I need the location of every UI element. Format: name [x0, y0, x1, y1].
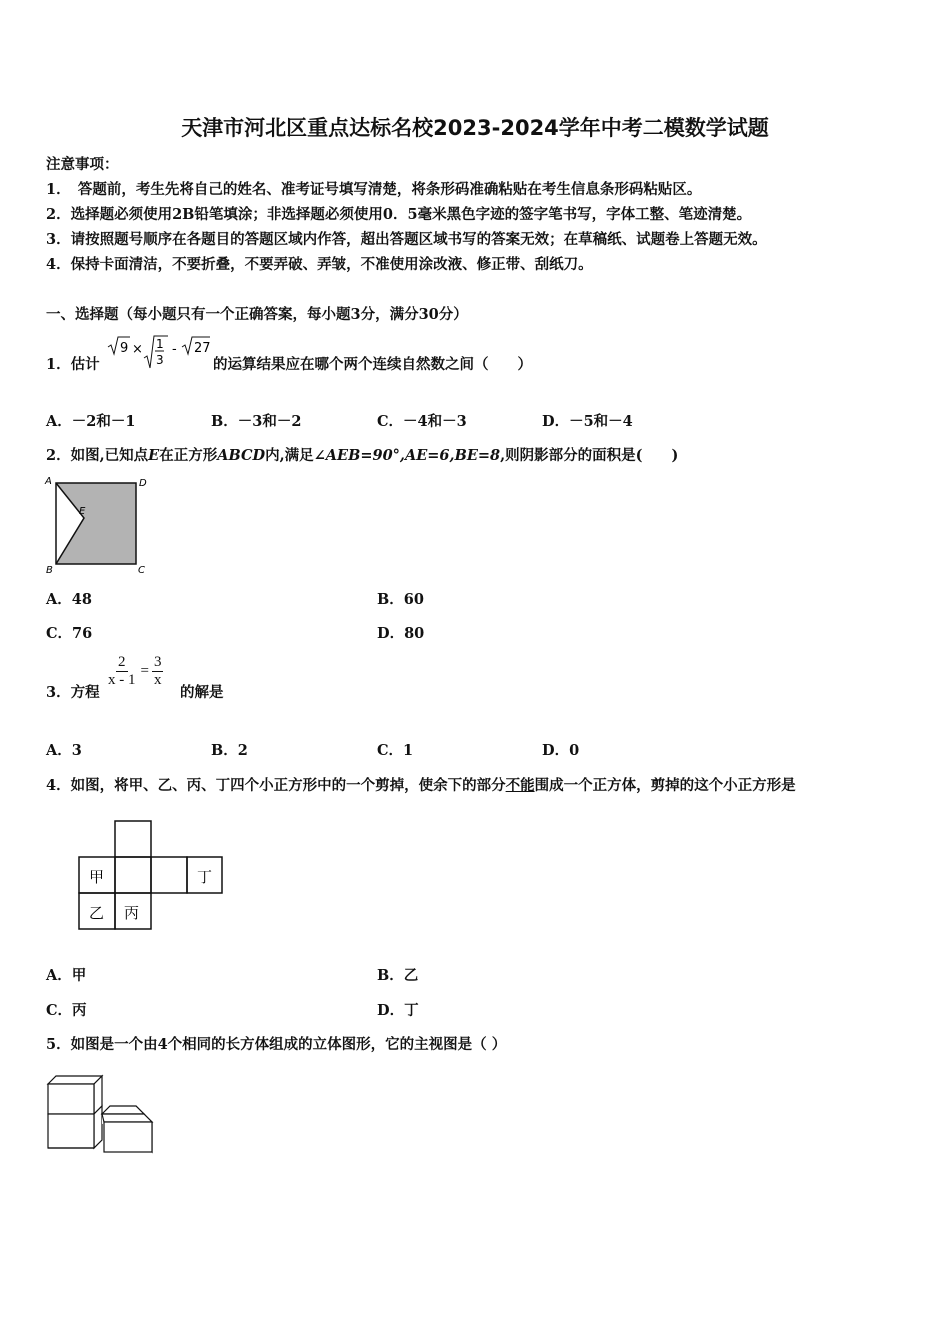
box-front-face	[104, 1122, 152, 1152]
q2-option-d[interactable]: D．80	[377, 625, 425, 642]
q4-suffix: 围成一个正方体，剪掉的这个小正方形是	[534, 777, 796, 794]
q1-minus: -	[172, 342, 177, 357]
cell-label-bing: 丙	[124, 904, 140, 922]
q3-num-right: 3	[153, 654, 162, 670]
q1-formula-svg	[106, 334, 214, 374]
q4-prefix: 4．如图，将甲、乙、丙、丁四个小正方形中的一个剪掉，使余下的部分	[46, 777, 506, 794]
label-d: D	[139, 478, 147, 489]
note-item-4: 4．保持卡面清洁，不要折叠，不要弄破、弄皱，不准使用涂改液、修正带、刮纸刀。	[46, 256, 593, 273]
q4-option-a[interactable]: A．甲	[46, 967, 87, 984]
label-e: E	[79, 506, 86, 517]
q4-stem	[46, 774, 796, 795]
q4-option-c[interactable]: C．丙	[46, 1002, 87, 1019]
net-cell-top	[115, 821, 151, 857]
box-top-face	[48, 1076, 102, 1084]
q3-num-left: 2	[118, 654, 126, 670]
q2-mid2: 内,满足∠	[265, 447, 326, 464]
cell-label-yi: 乙	[89, 904, 105, 922]
q2-mid1: 在正方形	[159, 447, 218, 464]
q3-option-d[interactable]: D．0	[542, 742, 580, 759]
q2-stem	[46, 444, 678, 465]
net-cell-middle-2	[151, 857, 187, 893]
q3-option-b[interactable]: B．2	[211, 742, 248, 759]
page-title: 天津市河北区重点达标名校2023-2024学年中考二模数学试题	[181, 116, 769, 140]
note-item-1: 1． 答题前，考生先将自己的姓名、准考证号填写清楚，将条形码准确粘贴在考生信息条形码粘贴区。	[46, 181, 702, 198]
q2-option-b[interactable]: B．60	[377, 591, 424, 608]
q2-option-a[interactable]: A．48	[46, 591, 92, 608]
q1-option-b[interactable]: B．－3和－2	[211, 413, 302, 430]
box-front-face	[48, 1114, 94, 1148]
q3-option-a[interactable]: A．3	[46, 742, 82, 759]
q5-solid-figure	[44, 1072, 156, 1158]
label-b: B	[46, 565, 53, 576]
box-top-face	[102, 1114, 152, 1122]
net-cell-middle-1	[115, 857, 151, 893]
q2-condition: AEB=90°,AE=6,BE=8	[325, 447, 501, 464]
notes-heading: 注意事项：	[46, 156, 119, 173]
q3-equals: =	[140, 663, 149, 679]
q1-radicand-1: 9	[120, 341, 129, 356]
q3-fraction-right	[152, 654, 164, 689]
q2-option-c[interactable]: C．76	[46, 625, 93, 642]
q1-option-c[interactable]: C．－4和－3	[377, 413, 467, 430]
q5-stem: 5．如图是一个由4个相同的长方体组成的立体图形，它的主视图是（ ）	[46, 1036, 507, 1053]
note-item-3: 3．请按照题号顺序在各题目的答题区域内作答，超出答题区域书写的答案无效；在草稿纸、试题卷上答题无效。	[46, 231, 767, 248]
q2-prefix: 2．如图,已知点	[46, 447, 149, 464]
q3-fraction-left	[106, 654, 138, 689]
q4-underlined: 不能	[505, 777, 535, 794]
q4-option-d[interactable]: D．丁	[377, 1002, 419, 1019]
q1-suffix: 的运算结果应在哪个两个连续自然数之间（ ）	[213, 356, 532, 373]
q3-prefix: 3．方程	[46, 684, 100, 701]
q1-radicand-2: 27	[194, 341, 211, 356]
q2-suffix: ,则阴影部分的面积是( )	[500, 447, 679, 464]
cell-label-ding: 丁	[197, 868, 213, 886]
q2-square-name: ABCD	[217, 447, 266, 464]
q1-option-a[interactable]: A．－2和－1	[46, 413, 136, 430]
q2-figure	[42, 474, 154, 578]
q3-equation	[106, 654, 163, 689]
label-a: A	[45, 476, 52, 487]
q4-net-figure	[76, 818, 226, 934]
q1-formula	[106, 334, 214, 374]
cell-label-jia: 甲	[89, 868, 105, 886]
q2-point-e: E	[148, 447, 160, 464]
q4-option-b[interactable]: B．乙	[377, 967, 419, 984]
q1-option-d[interactable]: D．－5和－4	[542, 413, 633, 430]
section-heading: 一、选择题（每小题只有一个正确答案，每小题3分，满分30分）	[46, 306, 468, 323]
q1-frac-num: 1	[156, 337, 164, 351]
shaded-region	[56, 483, 136, 564]
box-front-face	[48, 1084, 94, 1114]
box-side-face	[94, 1106, 102, 1148]
q3-den-left: x - 1	[108, 672, 136, 688]
q1-prefix: 1．估计	[46, 356, 100, 373]
label-c: C	[138, 565, 145, 576]
q1-frac-den: 3	[156, 353, 164, 367]
note-item-2: 2．选择题必须使用2B铅笔填涂；非选择题必须使用0．5毫米黑色字迹的签字笔书写，字体工整、笔迹清楚。	[46, 206, 752, 223]
q3-option-c[interactable]: C．1	[377, 742, 414, 759]
q3-den-right: x	[153, 672, 162, 688]
box-top-face	[102, 1106, 144, 1114]
q1-times: ×	[132, 342, 143, 357]
q3-suffix: 的解是	[180, 684, 224, 701]
